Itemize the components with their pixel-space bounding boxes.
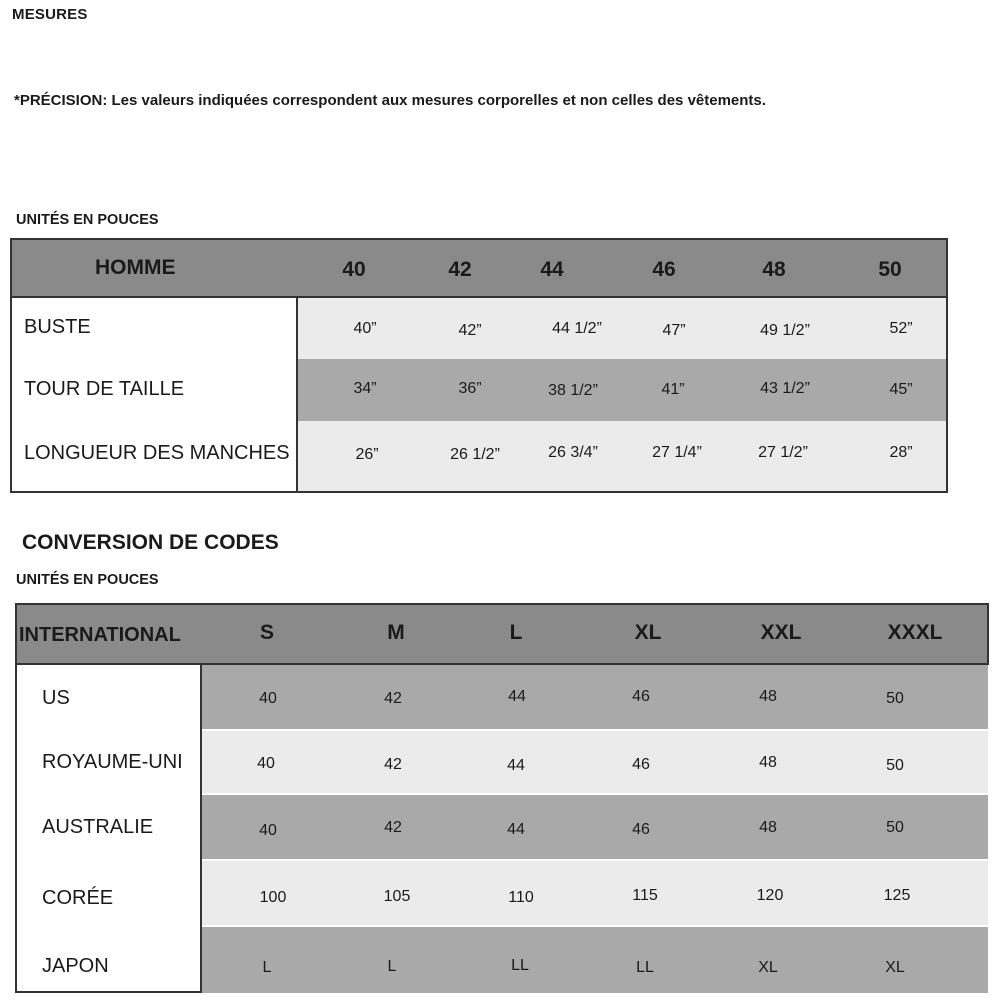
table1-cell: 47” xyxy=(662,322,686,339)
precision-note: *PRÉCISION: Les valeurs indiquées correspondent aux mesures corporelles et non celles des vêtements. xyxy=(14,92,766,109)
table2-values xyxy=(202,665,988,993)
table2-col-header: S xyxy=(259,621,274,644)
table2-cell: 42 xyxy=(384,756,402,773)
table1-cell: 44 1/2” xyxy=(552,320,602,337)
table1-unit-label: UNITÉS EN POUCES xyxy=(16,212,159,228)
table1-row-label: LONGUEUR DES MANCHES xyxy=(24,442,290,464)
table2-cell: XL xyxy=(885,959,905,976)
table2-cell: 40 xyxy=(259,822,277,839)
table2-col-header: XXXL xyxy=(887,621,943,644)
table2-cell: 48 xyxy=(759,754,777,771)
table2-row-label: ROYAUME-UNI xyxy=(42,751,183,773)
table2-corner-label: INTERNATIONAL xyxy=(19,624,181,646)
table1-cell: 40” xyxy=(353,320,377,337)
table2-row-label: US xyxy=(42,687,70,709)
table2-cell: 42 xyxy=(384,690,402,707)
table1-col-header: 40 xyxy=(342,258,366,281)
table1-cell: 42” xyxy=(458,322,482,339)
size-conversion-table xyxy=(15,603,989,993)
section-title: CONVERSION DE CODES xyxy=(22,531,279,554)
table2-cell: 48 xyxy=(759,688,777,705)
table1-row-label: TOUR DE TAILLE xyxy=(24,378,185,400)
table1-cell: 38 1/2” xyxy=(548,382,598,399)
table1-cell: 43 1/2” xyxy=(760,380,810,397)
table2-row-label: JAPON xyxy=(42,955,109,977)
table2-cell: 48 xyxy=(759,819,777,836)
table2-cell: 115 xyxy=(632,887,658,904)
table2-row-label: AUSTRALIE xyxy=(42,816,154,838)
table1-cell: 28” xyxy=(889,444,913,461)
table2-row-labels xyxy=(15,663,202,993)
table1-corner-label: HOMME xyxy=(95,256,176,279)
page-title: MESURES xyxy=(12,6,88,23)
table1-cell: 26” xyxy=(355,446,379,463)
table1-cell: 45” xyxy=(889,381,913,398)
table1-header-row xyxy=(10,238,948,298)
table2-cell: 105 xyxy=(383,888,411,905)
table1-col-header: 42 xyxy=(448,258,472,281)
table2-row-label: CORÉE xyxy=(42,887,114,909)
size-table-homme xyxy=(10,238,948,493)
table2-cell: 50 xyxy=(886,690,904,707)
table2-header-row xyxy=(15,603,989,665)
table1-cell: 41” xyxy=(661,381,685,398)
table2-cell: 42 xyxy=(384,819,402,836)
table2-cell: 110 xyxy=(508,889,534,906)
table1-cell: 27 1/4” xyxy=(652,444,702,461)
table2-cell: 50 xyxy=(886,757,904,774)
table1-cell: 27 1/2” xyxy=(758,444,808,461)
table2-cell: 40 xyxy=(259,690,277,707)
table2-cell: 44 xyxy=(507,821,525,838)
table2-cell: 100 xyxy=(259,889,287,906)
table2-cell: 120 xyxy=(756,887,784,904)
table2-cell: L xyxy=(387,958,397,975)
table2-cell: L xyxy=(262,959,272,976)
table2-cell: LL xyxy=(636,959,654,976)
table1-row-labels xyxy=(10,296,298,493)
table2-cell: 50 xyxy=(886,819,904,836)
table2-col-header: XXL xyxy=(760,621,802,644)
table2-cell: 46 xyxy=(632,756,650,773)
table2-cell: 40 xyxy=(257,755,275,772)
table2-col-header: XL xyxy=(634,621,662,644)
table2-unit-label: UNITÉS EN POUCES xyxy=(16,572,159,588)
table1-col-header: 46 xyxy=(652,258,676,281)
table2-cell: LL xyxy=(511,957,529,974)
table1-cell: 36” xyxy=(458,380,482,397)
table1-col-header: 48 xyxy=(762,258,786,281)
table2-col-header: M xyxy=(387,621,405,644)
table1-cell: 34” xyxy=(353,380,377,397)
table2-cell: 44 xyxy=(508,688,526,705)
table1-col-header: 44 xyxy=(540,258,564,281)
table1-cell: 26 3/4” xyxy=(548,444,598,461)
table1-col-header: 50 xyxy=(878,258,902,281)
table1-cell: 26 1/2” xyxy=(450,446,500,463)
table1-cell: 52” xyxy=(889,320,913,337)
table2-cell: XL xyxy=(758,959,778,976)
table2-col-header: L xyxy=(509,621,523,644)
table1-cell: 49 1/2” xyxy=(760,322,810,339)
table2-cell: 44 xyxy=(507,757,525,774)
table2-cell: 46 xyxy=(632,688,650,705)
table2-cell: 46 xyxy=(632,821,650,838)
table1-values xyxy=(296,296,948,493)
table1-row-label: BUSTE xyxy=(24,316,91,338)
table2-cell: 125 xyxy=(883,887,911,904)
